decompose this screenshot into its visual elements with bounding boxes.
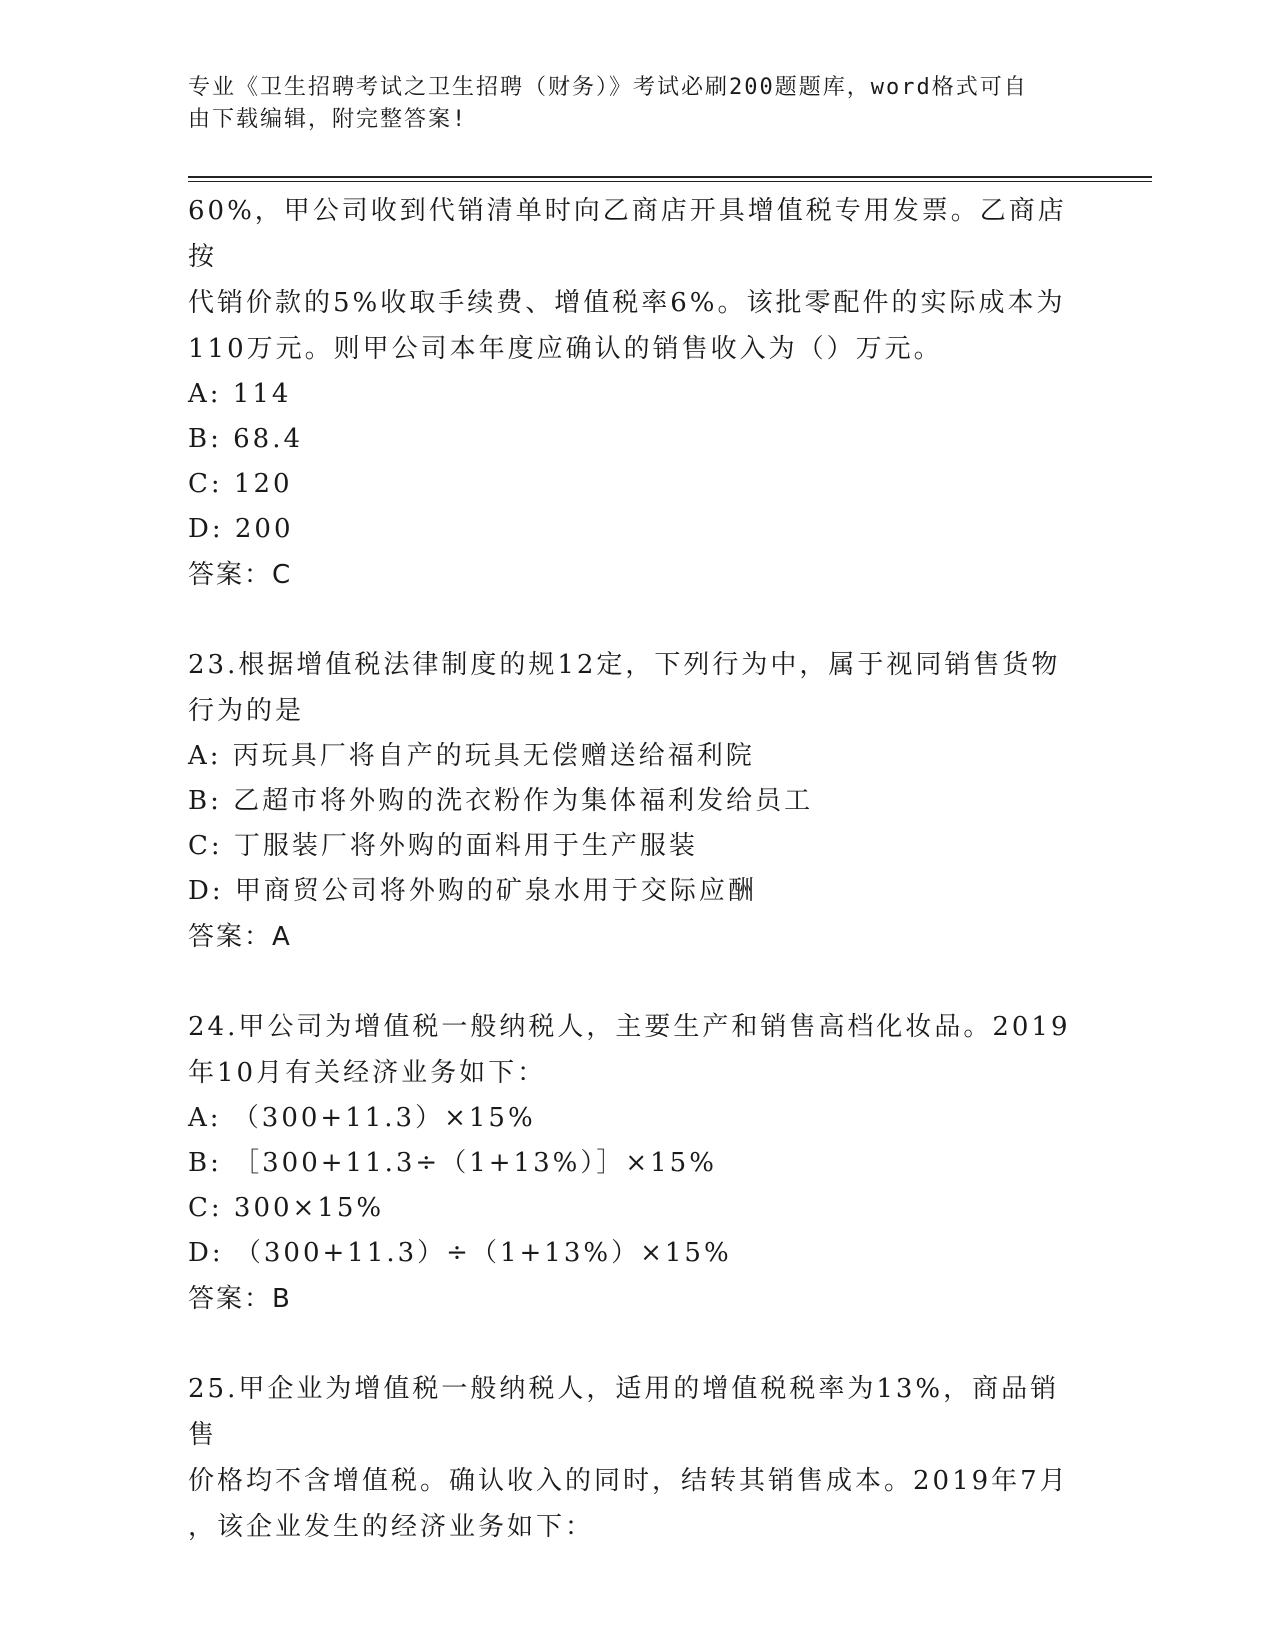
header-rule-thick <box>188 176 1152 178</box>
question-stem-line: ，该企业发生的经济业务如下： <box>188 1512 595 1542</box>
question-stem-line: 60%，甲公司收到代销清单时向乙商店开具增值税专用发票。乙商店按 <box>188 196 1067 272</box>
option-a: A: （300+11.3）×15% <box>188 1103 536 1133</box>
option-c: C: 120 <box>188 469 293 499</box>
option-b: B: 乙超市将外购的洗衣粉作为集体福利发给员工 <box>188 786 814 816</box>
document-header <box>188 72 1068 136</box>
header-rule-thin <box>188 181 1152 182</box>
option-a: A: 丙玩具厂将自产的玩具无偿赠送给福利院 <box>188 741 755 771</box>
option-c: C: 300×15% <box>188 1193 385 1223</box>
option-c: C: 丁服装厂将外购的面料用于生产服装 <box>188 831 698 861</box>
question-25 <box>188 1366 1088 1550</box>
header-line-2: 由下载编辑，附完整答案! <box>188 107 468 132</box>
option-d: D: 甲商贸公司将外购的矿泉水用于交际应酬 <box>188 876 757 906</box>
document-body <box>188 188 1088 1550</box>
answer-line: 答案：B <box>188 1284 292 1314</box>
header-line-1: 专业《卫生招聘考试之卫生招聘（财务）》考试必刷200题题库，word格式可自 <box>188 75 1028 100</box>
option-d: D: （300+11.3）÷（1+13%）×15% <box>188 1238 732 1268</box>
question-23 <box>188 642 1088 960</box>
question-stem-line: 25.甲企业为增值税一般纳税人，适用的增值税税率为13%，商品销售 <box>188 1374 1060 1450</box>
answer-line: 答案：C <box>188 560 293 590</box>
answer-line: 答案：A <box>188 922 292 952</box>
question-stem-line: 年10月有关经济业务如下： <box>188 1058 547 1088</box>
option-b: B: 68.4 <box>188 424 304 454</box>
question-stem-line: 110万元。则甲公司本年度应确认的销售收入为（）万元。 <box>188 334 943 364</box>
question-22 <box>188 188 1088 598</box>
option-b: B: ［300+11.3÷（1+13%）］×15% <box>188 1148 717 1178</box>
question-stem-line: 价格均不含增值税。确认收入的同时，结转其销售成本。2019年7月 <box>188 1466 1069 1496</box>
question-stem-line: 23.根据增值税法律制度的规12定，下列行为中，属于视同销售货物 <box>188 650 1061 680</box>
question-stem-line: 24.甲公司为增值税一般纳税人，主要生产和销售高档化妆品。2019 <box>188 1012 1071 1042</box>
question-stem-line: 行为的是 <box>188 696 305 726</box>
option-d: D: 200 <box>188 514 294 544</box>
question-24 <box>188 1004 1088 1322</box>
option-a: A: 114 <box>188 379 292 409</box>
question-stem-line: 代销价款的5%收取手续费、增值税率6%。该批零配件的实际成本为 <box>188 288 1066 318</box>
